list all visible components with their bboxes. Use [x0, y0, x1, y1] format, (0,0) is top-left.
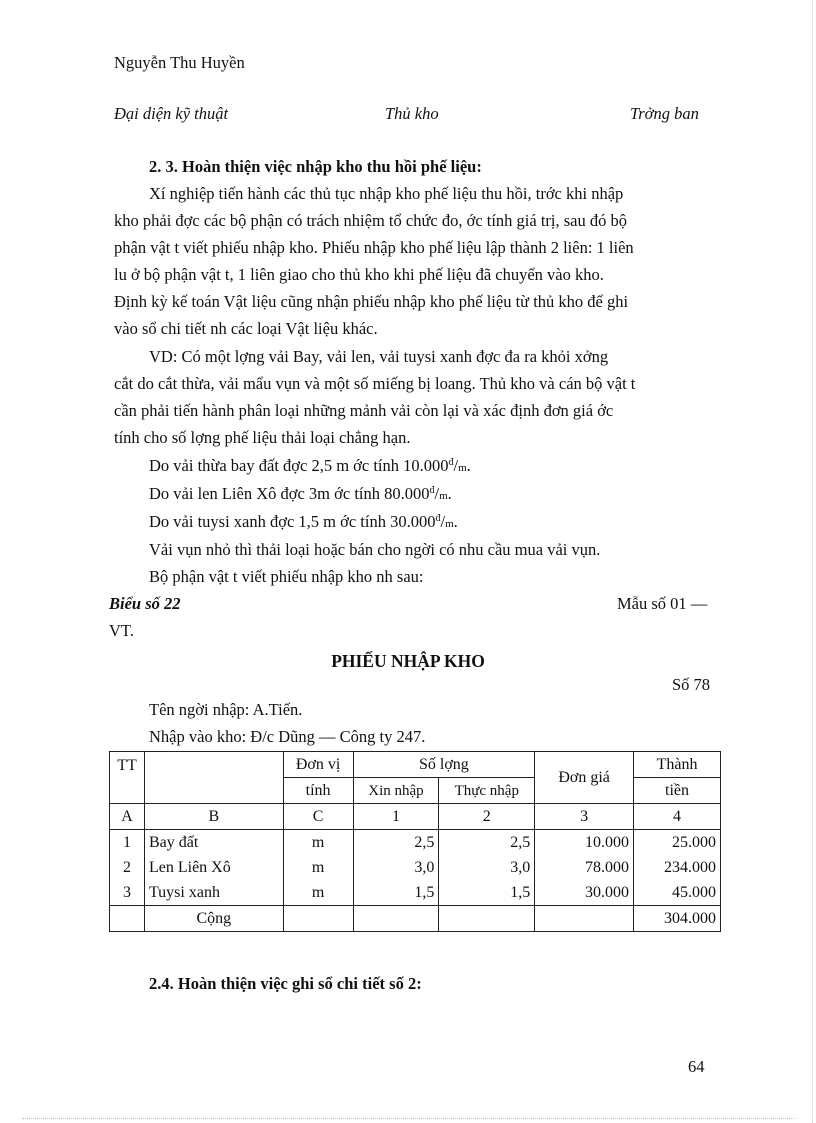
- table-row: [110, 855, 721, 880]
- form-label: Biểu số 22: [109, 594, 181, 613]
- form-title: PHIẾU NHẬP KHO: [331, 651, 485, 671]
- header-unit: Đơn vị: [283, 752, 353, 778]
- header-amount: Thành: [634, 752, 721, 778]
- row-amount: 25.000: [634, 830, 721, 856]
- code-cell: 2: [439, 804, 535, 830]
- total-amount: 304.000: [634, 906, 721, 932]
- table-header-row: [110, 752, 721, 778]
- estimate-line: Do vải len Liên Xô đợc 3m ớc tính $80.000^đ/m$.: [149, 484, 452, 503]
- page-right-border: [812, 0, 813, 1123]
- header-tt: TT: [110, 752, 145, 804]
- form-serial-number: Số 78: [672, 675, 711, 694]
- total-empty-cell: [353, 906, 439, 932]
- table-row: [110, 830, 721, 856]
- page-bottom-border: [22, 1118, 794, 1119]
- header-item-name: [144, 752, 283, 804]
- row-qty-request: 2,5: [353, 830, 439, 856]
- paragraph-line: cắt do cắt thừa, vải mẩu vụn và một số miếng bị loang. Thủ kho và cán bộ vật t: [114, 374, 636, 393]
- estimate-line: Do vải tuysi xanh đợc 1,5 m ớc tính $30.000^đ/m$.: [149, 512, 458, 531]
- section-heading-2-4: 2.4. Hoàn thiện việc ghi sổ chi tiết số 2:: [149, 974, 422, 993]
- total-empty-cell: [110, 906, 145, 932]
- paragraph-line: phận vật t viết phiếu nhập kho. Phiếu nhập kho phế liệu lập thành 2 liên: 1 liên: [114, 238, 634, 257]
- row-qty-actual: 1,5: [439, 880, 535, 906]
- total-empty-cell: [535, 906, 634, 932]
- header-qty-request: Xin nhập: [353, 778, 439, 804]
- header-quantity: Số lợng: [353, 752, 535, 778]
- form-number-code: Mẫu số 01 —: [617, 594, 708, 613]
- table-total-row: [110, 906, 721, 932]
- header-unit-price: Đơn giá: [535, 752, 634, 804]
- receipt-table: [109, 751, 721, 932]
- section-heading-2-3: 2. 3. Hoàn thiện việc nhập kho thu hồi phế liệu:: [149, 157, 482, 176]
- paragraph-line: Định kỳ kế toán Vật liệu cũng nhận phiếu nhập kho phế liệu từ thủ kho để ghi: [114, 292, 629, 311]
- row-unit: m: [283, 855, 353, 880]
- header-amount-2: tiền: [634, 778, 721, 804]
- paragraph-line: Vải vụn nhỏ thì thải loại hoặc bán cho ngời có nhu cầu mua vải vụn.: [149, 540, 601, 559]
- paragraph-line: cần phải tiến hành phân loại những mảnh vải còn lại và xác định đơn giá ớc: [114, 401, 614, 420]
- row-item-name: Bay đất: [144, 830, 283, 856]
- row-tt: 3: [110, 880, 145, 906]
- code-cell: B: [144, 804, 283, 830]
- row-tt: 1: [110, 830, 145, 856]
- row-qty-request: 3,0: [353, 855, 439, 880]
- row-unit-price: 10.000: [535, 830, 634, 856]
- signature-storekeeper: Thủ kho: [385, 104, 439, 123]
- paragraph-line: Xí nghiệp tiến hành các thủ tục nhập kho phế liệu thu hồi, trớc khi nhập: [149, 184, 624, 203]
- row-qty-actual: 3,0: [439, 855, 535, 880]
- deliverer-name: Tên ngời nhập: A.Tiến.: [149, 700, 303, 719]
- row-unit-price: 30.000: [535, 880, 634, 906]
- page-number: 64: [688, 1057, 705, 1076]
- signature-head: Trởng ban: [630, 104, 699, 123]
- author-name: Nguyễn Thu Huyền: [114, 53, 245, 72]
- row-item-name: Len Liên Xô: [144, 855, 283, 880]
- row-unit-price: 78.000: [535, 855, 634, 880]
- code-cell: A: [110, 804, 145, 830]
- code-cell: 3: [535, 804, 634, 830]
- paragraph-line: kho phải đợc các bộ phận có trách nhiệm tổ chức đo, ớc tính giá trị, sau đó bộ: [114, 211, 627, 230]
- code-cell: 4: [634, 804, 721, 830]
- paragraph-line: tính cho số lợng phế liệu thải loại chẳng hạn.: [114, 428, 411, 447]
- code-cell: C: [283, 804, 353, 830]
- row-unit: m: [283, 880, 353, 906]
- header-unit-2: tính: [283, 778, 353, 804]
- form-number-code-cont: VT.: [109, 621, 134, 640]
- total-empty-cell: [283, 906, 353, 932]
- row-amount: 45.000: [634, 880, 721, 906]
- warehouse-name: Nhập vào kho: Đ/c Dũng — Công ty 247.: [149, 727, 426, 746]
- header-qty-actual: Thực nhập: [439, 778, 535, 804]
- table-row: [110, 880, 721, 906]
- paragraph-line: lu ở bộ phận vật t, 1 liên giao cho thủ kho khi phế liệu đã chuyển vào kho.: [114, 265, 604, 284]
- paragraph-line: Bộ phận vật t viết phiếu nhập kho nh sau:: [149, 567, 424, 586]
- row-unit: m: [283, 830, 353, 856]
- row-qty-request: 1,5: [353, 880, 439, 906]
- row-tt: 2: [110, 855, 145, 880]
- row-qty-actual: 2,5: [439, 830, 535, 856]
- table-code-row: [110, 804, 721, 830]
- row-item-name: Tuysi xanh: [144, 880, 283, 906]
- total-empty-cell: [439, 906, 535, 932]
- row-amount: 234.000: [634, 855, 721, 880]
- signature-technical-rep: Đại diện kỹ thuật: [114, 104, 229, 123]
- total-label: Cộng: [144, 906, 283, 932]
- paragraph-line: vào sổ chi tiết nh các loại Vật liệu khác.: [114, 319, 378, 338]
- estimate-line: Do vải thừa bay đất đợc 2,5 m ớc tính $10.000^đ/m$.: [149, 456, 471, 475]
- code-cell: 1: [353, 804, 439, 830]
- paragraph-line: VD: Có một lợng vải Bay, vải len, vải tuysi xanh đợc đa ra khỏi xởng: [149, 347, 609, 366]
